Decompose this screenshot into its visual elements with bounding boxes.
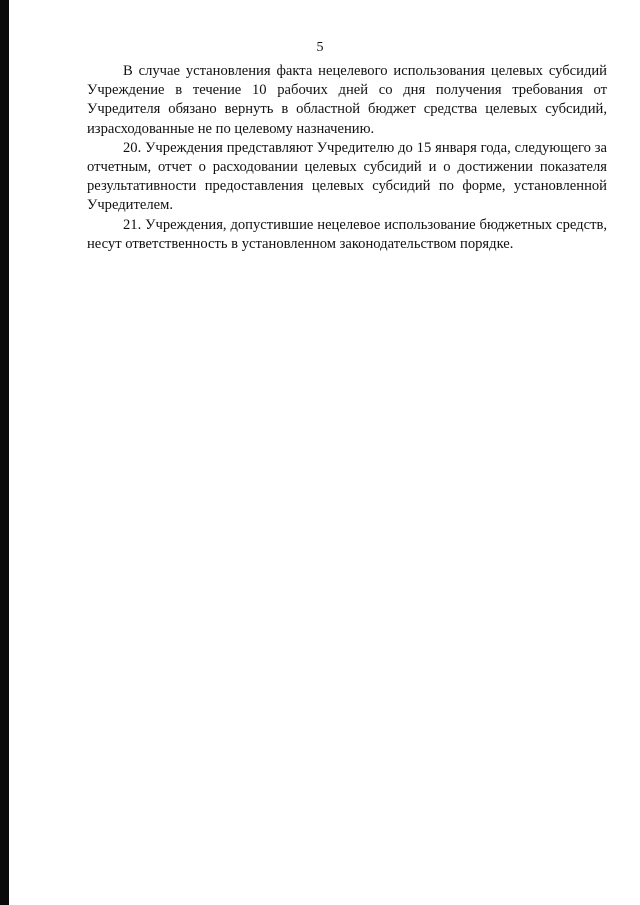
paragraph-21-liability: 21. Учреждения, допустившие нецелевое использование бюджетных средств, несут ответственность в установленном законодательством порядке. [87, 216, 607, 252]
scan-edge-border [0, 0, 9, 905]
paragraph-20-report: 20. Учреждения представляют Учредителю до 15 января года, следующего за отчетным, отчет о расходовании целевых субсидий и о достижении показателя результативности предоставления целевых субсидий по форме, установленной Учредителем. [87, 139, 607, 214]
paragraph-misuse-return: В случае установления факта нецелевого использования целевых субсидий Учреждение в течение 10 рабочих дней со дня получения требования от Учредителя обязано вернуть в областной бюджет средства целевых субсидий, израсходованные не по целевому назначению. [87, 63, 607, 137]
page-number: 5 [316, 40, 324, 55]
document-body [87, 62, 607, 254]
